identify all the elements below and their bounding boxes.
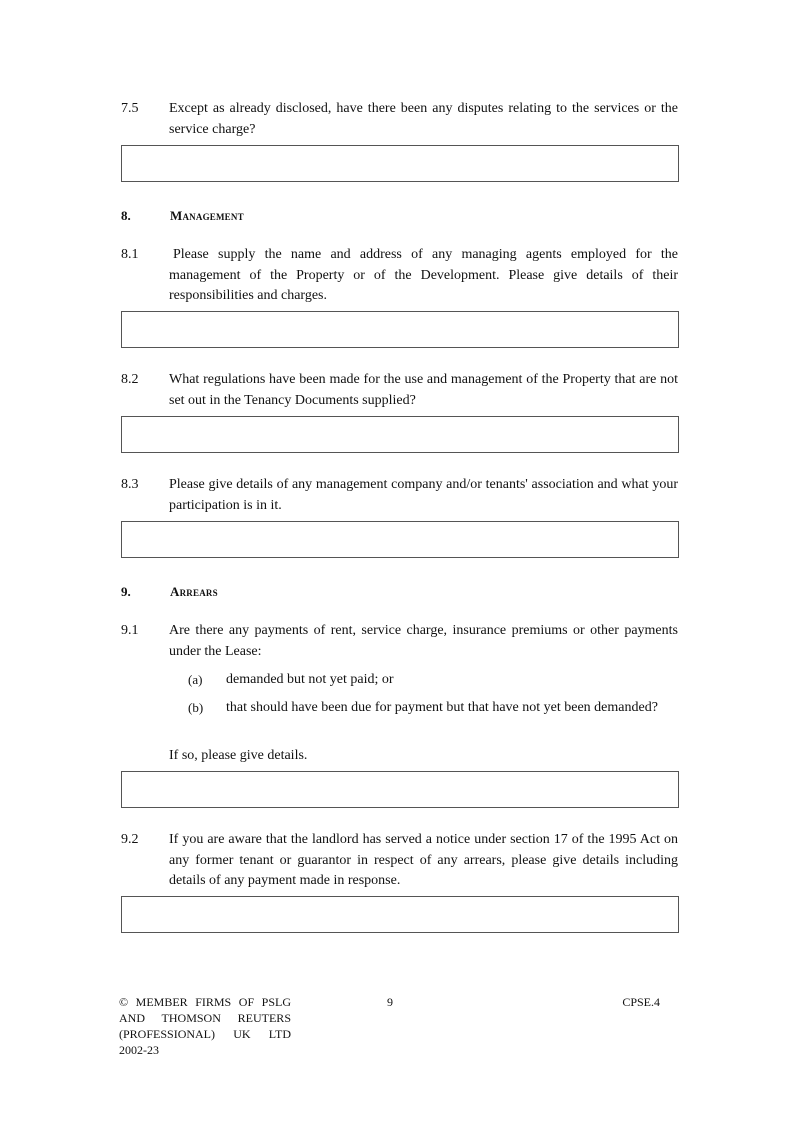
page-number: 9 — [387, 995, 393, 1009]
section-number: 9. — [121, 584, 131, 599]
question-text: Please give details of any management company and/or tenants' association and what your participation is in it. — [169, 477, 678, 513]
section-heading: Management — [170, 208, 244, 223]
question-number: 8.3 — [121, 477, 139, 492]
question-number: 9.2 — [121, 832, 139, 847]
question-text: Are there any payments of rent, service charge, insurance premiums or other payments under the Lease: — [169, 623, 678, 659]
answer-box-8-2[interactable] — [121, 416, 679, 453]
question-text: Please supply the name and address of any managing agents employed for the management of the Property or of the Development. Please give details of their responsibilities and charges. — [169, 247, 678, 303]
question-number: 8.2 — [121, 372, 139, 387]
list-item-text: that should have been due for payment but that have not yet been demanded? — [226, 700, 658, 715]
section-heading: Arrears — [170, 584, 218, 599]
footer-copyright — [119, 994, 291, 1058]
question-text: What regulations have been made for the use and management of the Property that are not set out in the Tenancy Documents supplied? — [169, 372, 678, 408]
question-number: 9.1 — [121, 623, 139, 638]
question-text: Except as already disclosed, have there been any disputes relating to the services or the service charge? — [169, 101, 678, 137]
question-number: 7.5 — [121, 101, 139, 116]
answer-box-8-1[interactable] — [121, 311, 679, 348]
answer-box-7-5[interactable] — [121, 145, 679, 182]
followup-text: If so, please give details. — [169, 748, 308, 763]
footer-copyright-line: © MEMBER FIRMS OF PSLG — [119, 995, 291, 1009]
list-item-text: demanded but not yet paid; or — [226, 672, 394, 687]
answer-box-9-1[interactable] — [121, 771, 679, 808]
footer-copyright-line: (PROFESSIONAL) UK LTD — [119, 1027, 291, 1041]
document-code: CPSE.4 — [622, 995, 660, 1009]
question-number: 8.1 — [121, 247, 139, 262]
answer-box-8-3[interactable] — [121, 521, 679, 558]
footer-copyright-line: AND THOMSON REUTERS — [119, 1011, 291, 1025]
answer-box-9-2[interactable] — [121, 896, 679, 933]
list-item-label: (b) — [188, 700, 204, 715]
question-text: If you are aware that the landlord has served a notice under section 17 of the 1995 Act on any former tenant or guarantor in respect of any arrears, please give details including details of any payment made in response. — [169, 832, 678, 888]
section-number: 8. — [121, 208, 131, 223]
list-item-label: (a) — [188, 672, 203, 687]
footer-copyright-line: 2002-23 — [119, 1043, 159, 1057]
